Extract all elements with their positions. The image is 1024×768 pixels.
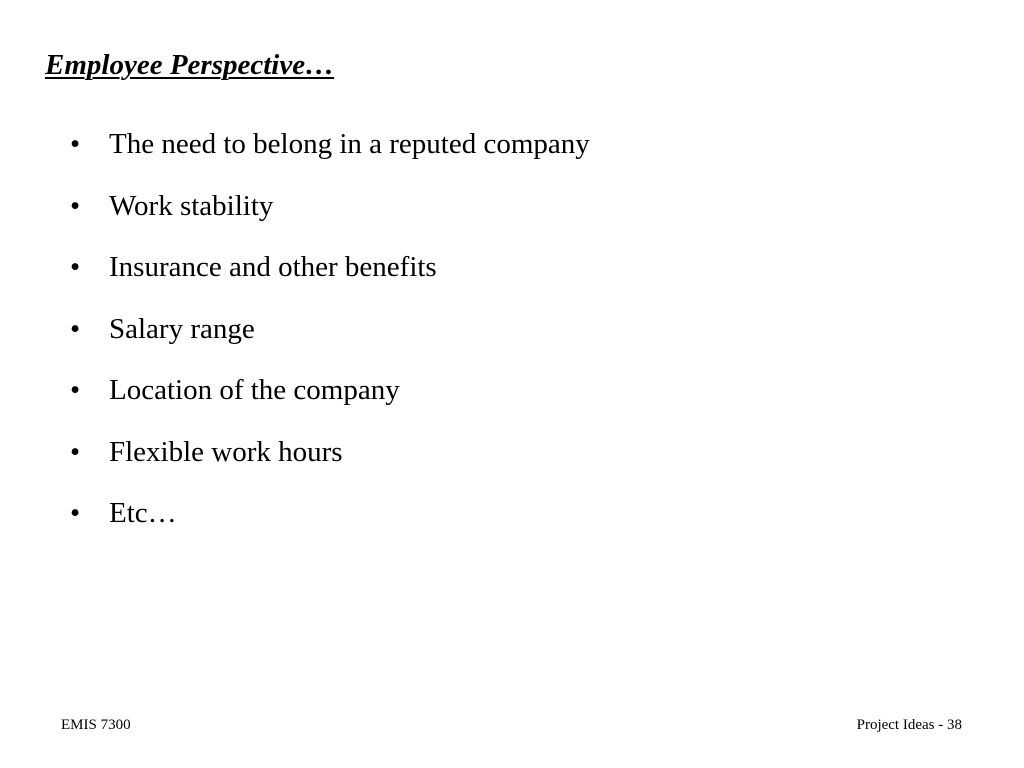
list-item [65, 496, 590, 558]
slide-title: Employee Perspective… [45, 49, 335, 81]
list-item [65, 250, 590, 312]
list-item [65, 373, 590, 435]
footer-page-label: Project Ideas - 38 [856, 717, 962, 733]
bullet-marker: • [70, 312, 81, 345]
list-item [65, 312, 590, 374]
list-item [65, 435, 590, 497]
list-item [65, 189, 590, 251]
bullet-text: Insurance and other benefits [109, 251, 437, 283]
footer-course-code: EMIS 7300 [61, 717, 131, 733]
bullet-marker: • [70, 497, 81, 529]
bullet-text: The need to belong in a reputed company [109, 128, 590, 160]
bullet-text: Work stability [109, 189, 274, 222]
bullet-marker: • [70, 435, 81, 468]
bullet-text: Location of the company [109, 374, 400, 406]
list-item [65, 127, 590, 189]
bullet-text: Flexible work hours [109, 435, 343, 468]
bullet-marker: • [70, 189, 81, 222]
bullet-text: Etc… [109, 497, 177, 529]
bullet-marker: • [70, 251, 81, 283]
bullet-text: Salary range [109, 312, 255, 345]
bullet-list [65, 127, 590, 558]
bullet-marker: • [70, 374, 81, 406]
bullet-marker: • [70, 128, 81, 160]
